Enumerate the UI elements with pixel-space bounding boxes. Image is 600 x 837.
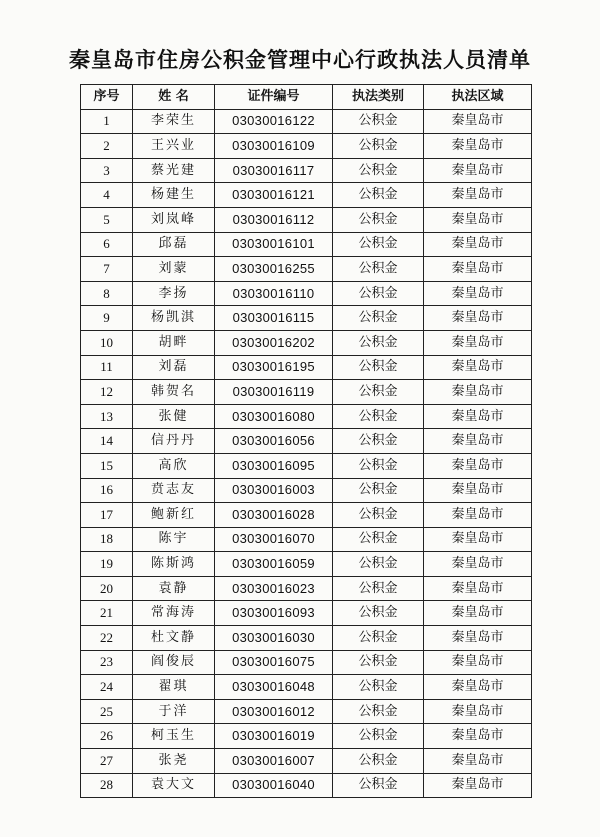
cell-certificate-number: 03030016048 [215,675,333,700]
cell-enforcement-category: 公积金 [333,552,424,577]
table-row [81,355,532,380]
cell-certificate-number: 03030016012 [215,699,333,724]
cell-serial: 16 [81,478,133,503]
cell-enforcement-category: 公积金 [333,281,424,306]
cell-certificate-number: 03030016122 [215,109,333,134]
cell-enforcement-area: 秦皇岛市 [424,626,532,651]
cell-certificate-number: 03030016101 [215,232,333,257]
cell-serial: 21 [81,601,133,626]
cell-enforcement-category: 公积金 [333,257,424,282]
cell-enforcement-area: 秦皇岛市 [424,355,532,380]
cell-certificate-number: 03030016040 [215,773,333,798]
cell-enforcement-area: 秦皇岛市 [424,134,532,159]
cell-enforcement-area: 秦皇岛市 [424,183,532,208]
cell-name: 翟琪 [133,675,215,700]
cell-enforcement-category: 公积金 [333,478,424,503]
cell-enforcement-category: 公积金 [333,306,424,331]
table-row [81,576,532,601]
cell-serial: 25 [81,699,133,724]
cell-enforcement-area: 秦皇岛市 [424,749,532,774]
cell-enforcement-category: 公积金 [333,773,424,798]
cell-enforcement-category: 公积金 [333,601,424,626]
table-row [81,699,532,724]
cell-certificate-number: 03030016007 [215,749,333,774]
cell-serial: 17 [81,503,133,528]
cell-name: 邱磊 [133,232,215,257]
table-row [81,527,532,552]
cell-serial: 4 [81,183,133,208]
cell-enforcement-area: 秦皇岛市 [424,330,532,355]
cell-name: 王兴业 [133,134,215,159]
cell-name: 陈斯鸿 [133,552,215,577]
cell-name: 胡畔 [133,330,215,355]
cell-serial: 7 [81,257,133,282]
cell-enforcement-category: 公积金 [333,232,424,257]
cell-name: 张健 [133,404,215,429]
cell-name: 刘蒙 [133,257,215,282]
cell-enforcement-category: 公积金 [333,699,424,724]
cell-enforcement-category: 公积金 [333,158,424,183]
cell-enforcement-area: 秦皇岛市 [424,232,532,257]
cell-enforcement-area: 秦皇岛市 [424,699,532,724]
table-row [81,429,532,454]
cell-enforcement-area: 秦皇岛市 [424,773,532,798]
cell-enforcement-area: 秦皇岛市 [424,429,532,454]
cell-enforcement-category: 公积金 [333,207,424,232]
cell-serial: 6 [81,232,133,257]
cell-serial: 12 [81,380,133,405]
cell-enforcement-category: 公积金 [333,527,424,552]
cell-enforcement-category: 公积金 [333,724,424,749]
cell-serial: 27 [81,749,133,774]
cell-enforcement-area: 秦皇岛市 [424,576,532,601]
table-row [81,134,532,159]
cell-enforcement-category: 公积金 [333,109,424,134]
cell-certificate-number: 03030016110 [215,281,333,306]
cell-enforcement-area: 秦皇岛市 [424,650,532,675]
cell-name: 刘岚峰 [133,207,215,232]
cell-certificate-number: 03030016093 [215,601,333,626]
cell-certificate-number: 03030016056 [215,429,333,454]
cell-enforcement-area: 秦皇岛市 [424,675,532,700]
cell-enforcement-category: 公积金 [333,183,424,208]
cell-certificate-number: 03030016080 [215,404,333,429]
cell-serial: 14 [81,429,133,454]
cell-enforcement-category: 公积金 [333,650,424,675]
cell-enforcement-area: 秦皇岛市 [424,724,532,749]
cell-enforcement-category: 公积金 [333,380,424,405]
cell-certificate-number: 03030016028 [215,503,333,528]
cell-serial: 22 [81,626,133,651]
cell-enforcement-area: 秦皇岛市 [424,527,532,552]
table-row [81,453,532,478]
cell-certificate-number: 03030016059 [215,552,333,577]
cell-name: 张尧 [133,749,215,774]
table-row [81,281,532,306]
cell-serial: 24 [81,675,133,700]
cell-enforcement-category: 公积金 [333,626,424,651]
cell-serial: 15 [81,453,133,478]
table-row [81,109,532,134]
table-row [81,749,532,774]
cell-name: 李荣生 [133,109,215,134]
cell-certificate-number: 03030016202 [215,330,333,355]
table-row [81,380,532,405]
cell-serial: 18 [81,527,133,552]
table-row [81,232,532,257]
table-row [81,724,532,749]
header-enforcement-area: 执法区域 [424,85,532,110]
header-enforcement-category: 执法类别 [333,85,424,110]
table-header-row [81,85,532,110]
cell-certificate-number: 03030016070 [215,527,333,552]
table-row [81,306,532,331]
table-row [81,773,532,798]
cell-certificate-number: 03030016095 [215,453,333,478]
cell-name: 刘磊 [133,355,215,380]
cell-name: 蔡光建 [133,158,215,183]
cell-certificate-number: 03030016112 [215,207,333,232]
table-row [81,478,532,503]
cell-enforcement-category: 公积金 [333,453,424,478]
cell-certificate-number: 03030016075 [215,650,333,675]
cell-certificate-number: 03030016195 [215,355,333,380]
cell-enforcement-area: 秦皇岛市 [424,601,532,626]
cell-name: 韩贺名 [133,380,215,405]
cell-serial: 1 [81,109,133,134]
cell-enforcement-area: 秦皇岛市 [424,552,532,577]
cell-enforcement-category: 公积金 [333,330,424,355]
cell-enforcement-category: 公积金 [333,576,424,601]
cell-serial: 26 [81,724,133,749]
cell-serial: 5 [81,207,133,232]
table-row [81,675,532,700]
cell-serial: 11 [81,355,133,380]
cell-serial: 13 [81,404,133,429]
table-body [81,109,532,798]
cell-certificate-number: 03030016019 [215,724,333,749]
cell-serial: 20 [81,576,133,601]
cell-name: 杨凯淇 [133,306,215,331]
cell-name: 柯玉生 [133,724,215,749]
cell-serial: 9 [81,306,133,331]
cell-enforcement-area: 秦皇岛市 [424,478,532,503]
cell-enforcement-category: 公积金 [333,355,424,380]
cell-name: 袁大文 [133,773,215,798]
cell-serial: 10 [81,330,133,355]
cell-certificate-number: 03030016121 [215,183,333,208]
cell-name: 杜文静 [133,626,215,651]
cell-enforcement-area: 秦皇岛市 [424,306,532,331]
cell-serial: 28 [81,773,133,798]
cell-certificate-number: 03030016117 [215,158,333,183]
cell-enforcement-category: 公积金 [333,503,424,528]
cell-enforcement-area: 秦皇岛市 [424,158,532,183]
cell-enforcement-area: 秦皇岛市 [424,281,532,306]
cell-name: 袁静 [133,576,215,601]
cell-certificate-number: 03030016109 [215,134,333,159]
header-certificate-number: 证件编号 [215,85,333,110]
table-row [81,158,532,183]
table-row [81,650,532,675]
cell-name: 信丹丹 [133,429,215,454]
cell-name: 杨建生 [133,183,215,208]
cell-name: 李扬 [133,281,215,306]
cell-name: 鲍新红 [133,503,215,528]
header-name: 姓 名 [133,85,215,110]
cell-name: 常海涛 [133,601,215,626]
cell-enforcement-area: 秦皇岛市 [424,453,532,478]
table-row [81,503,532,528]
cell-name: 陈宇 [133,527,215,552]
cell-enforcement-category: 公积金 [333,429,424,454]
table-row [81,601,532,626]
cell-certificate-number: 03030016255 [215,257,333,282]
cell-name: 于洋 [133,699,215,724]
cell-enforcement-area: 秦皇岛市 [424,404,532,429]
cell-name: 高欣 [133,453,215,478]
table-row [81,626,532,651]
cell-enforcement-area: 秦皇岛市 [424,109,532,134]
table-row [81,552,532,577]
cell-enforcement-area: 秦皇岛市 [424,257,532,282]
table-row [81,257,532,282]
personnel-table [80,84,532,798]
cell-serial: 23 [81,650,133,675]
cell-enforcement-category: 公积金 [333,404,424,429]
table-row [81,207,532,232]
cell-serial: 2 [81,134,133,159]
cell-certificate-number: 03030016115 [215,306,333,331]
header-serial: 序号 [81,85,133,110]
cell-serial: 3 [81,158,133,183]
cell-enforcement-category: 公积金 [333,749,424,774]
cell-enforcement-category: 公积金 [333,675,424,700]
cell-serial: 8 [81,281,133,306]
table-row [81,330,532,355]
table-row [81,183,532,208]
document-title: 秦皇岛市住房公积金管理中心行政执法人员清单 [69,48,531,72]
cell-enforcement-area: 秦皇岛市 [424,380,532,405]
cell-certificate-number: 03030016030 [215,626,333,651]
cell-certificate-number: 03030016023 [215,576,333,601]
cell-enforcement-area: 秦皇岛市 [424,503,532,528]
cell-certificate-number: 03030016003 [215,478,333,503]
cell-enforcement-area: 秦皇岛市 [424,207,532,232]
cell-enforcement-category: 公积金 [333,134,424,159]
cell-serial: 19 [81,552,133,577]
cell-certificate-number: 03030016119 [215,380,333,405]
cell-name: 贲志友 [133,478,215,503]
table-row [81,404,532,429]
cell-name: 阎俊辰 [133,650,215,675]
